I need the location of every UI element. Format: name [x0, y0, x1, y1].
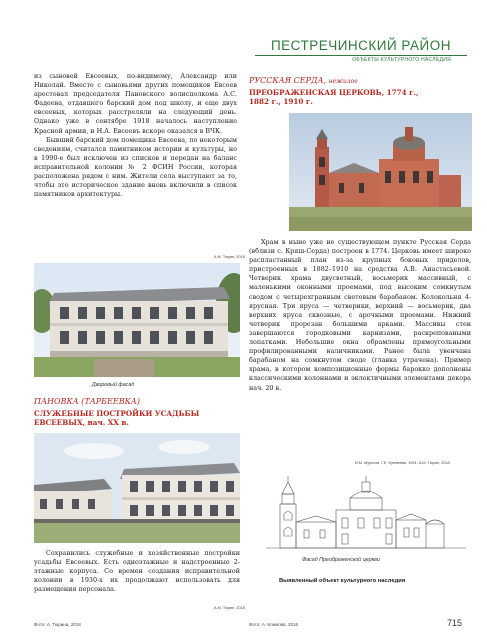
- left-text-block: [34, 72, 237, 199]
- page-number: 715: [447, 618, 463, 628]
- place-name-alt: (ТАРБЕЕВКА): [81, 397, 140, 406]
- place-status: нежилое: [328, 78, 358, 85]
- object-title-line: ЕВСЕЕВЫХ, нач. XX в.: [34, 418, 129, 427]
- paragraph: Сохранились служебные и хозяйственные постройки усадьбы Евсеевых. Есть одноэтажные и надстроенные 2-этажные корпуса. Со времен создания исправительной колонии в 1930-х их продолжают использовать для размещения персонала.: [34, 549, 240, 594]
- drawing-caption: Фасад Преображенской церкви: [302, 557, 380, 563]
- photo-credit: И.М. Муратов, Г.Е. Еремеева, 1991; А.М. Тюрин, 2018: [355, 461, 450, 465]
- place-name: [34, 397, 140, 406]
- object-title: [34, 409, 244, 427]
- header-rule: [255, 55, 467, 56]
- section-title: ПЕСТРЕЧИНСКИЙ РАЙОН: [270, 38, 451, 53]
- object-title-line: СЛУЖЕБНЫЕ ПОСТРОЙКИ УСАДЬБЫ: [34, 409, 200, 418]
- left-text-block-2: [34, 549, 240, 594]
- paragraph: Бывший барский дом помещика Евсеевa, по некоторым сведениям, считался памятником истории и культуры, но в 1990-е был исключен из списков и передан на баланс исправительной колонии № 2 ФСИН России, которая расположена рядом с ним. Жители села выступают за то, чтобы это историческое здание вновь включили в список памятников архитектуры.: [34, 135, 237, 199]
- photo-credit: А.М. Тюрин, 2018: [214, 606, 245, 610]
- manor-photo: [34, 263, 240, 377]
- place-name: [249, 76, 358, 85]
- paragraph: Храм в ныне уже не существующем пункте Русская Серда (вблизи с. Кряш-Серда) построен в 1774. Церковь имеет широко распластанный план из-за крупных боковых приделов, пристроенных в 1882–1910 на средства А.В. Анастасьевой. Четверик храма двусветный, восьмерик массивный, с маленькими оконными проемами, под высоким сомкнутым сводом с четырехгранным световым барабаном. Колокольня 4-ярусная. Три яруса — четверики, верхний — восьмерик, два верхних яруса сквозные, с арочными проемами. Нижний четверик прорезан большими арками. Массивы стен завершаются городковыми карнизами, раскреповаными лопатками. Небольшие окна обрамлены прямоугольными профилированными наличниками. Ранее была увенчана барабаном на сомкнутом своде (главка утрачена). Пример храма, в котором композиционные формы барокко дополнены классическими колоннами и эклектичными элементами декора нач. 20 в.: [249, 238, 471, 392]
- footer-photo-credit: Фото: А. Климова, 2016: [249, 622, 299, 627]
- object-title: [249, 88, 469, 106]
- place-name-main: РУССКАЯ СЕРДА,: [249, 76, 327, 85]
- section-subtitle: ОБЪЕКТЫ КУЛЬТУРНОГО НАСЛЕДИЯ: [352, 57, 451, 63]
- object-title-line: ПРЕОБРАЖЕНСКАЯ ЦЕРКОВЬ, 1774 г.,: [249, 88, 419, 97]
- place-name-main: ПАНОВКА: [34, 397, 79, 406]
- photo-caption: Дворовый фасад: [92, 382, 135, 388]
- heritage-status-label: Выявленный объект культурного наследия: [279, 578, 406, 584]
- footer-photo-credit: Фото: А. Тюрина, 2018: [34, 622, 81, 627]
- church-photo: [289, 113, 472, 231]
- right-text-block: [249, 238, 471, 393]
- object-title-line: 1882 г., 1910 г.: [249, 97, 313, 106]
- facade-drawing: [262, 474, 470, 554]
- photo-credit: А.М. Тюрин, 2018: [214, 255, 245, 259]
- service-buildings-photo: [34, 433, 240, 543]
- paragraph: из сыновей Евсеевых, по-видимому, Александр или Николай. Вместе с сыновьями других помещиков Евсеев арестовал председателя Пановского волисполкома А.С. Фадеева, отдавшего барский дом под школу, и еще двух евсеевых, которых расстреляли на следующий день. Однако уже в сентябре 1918 началось наступление Красной армии, и Н.А. Евсеевъ вскоре оказался в ВЧК.: [34, 72, 237, 135]
